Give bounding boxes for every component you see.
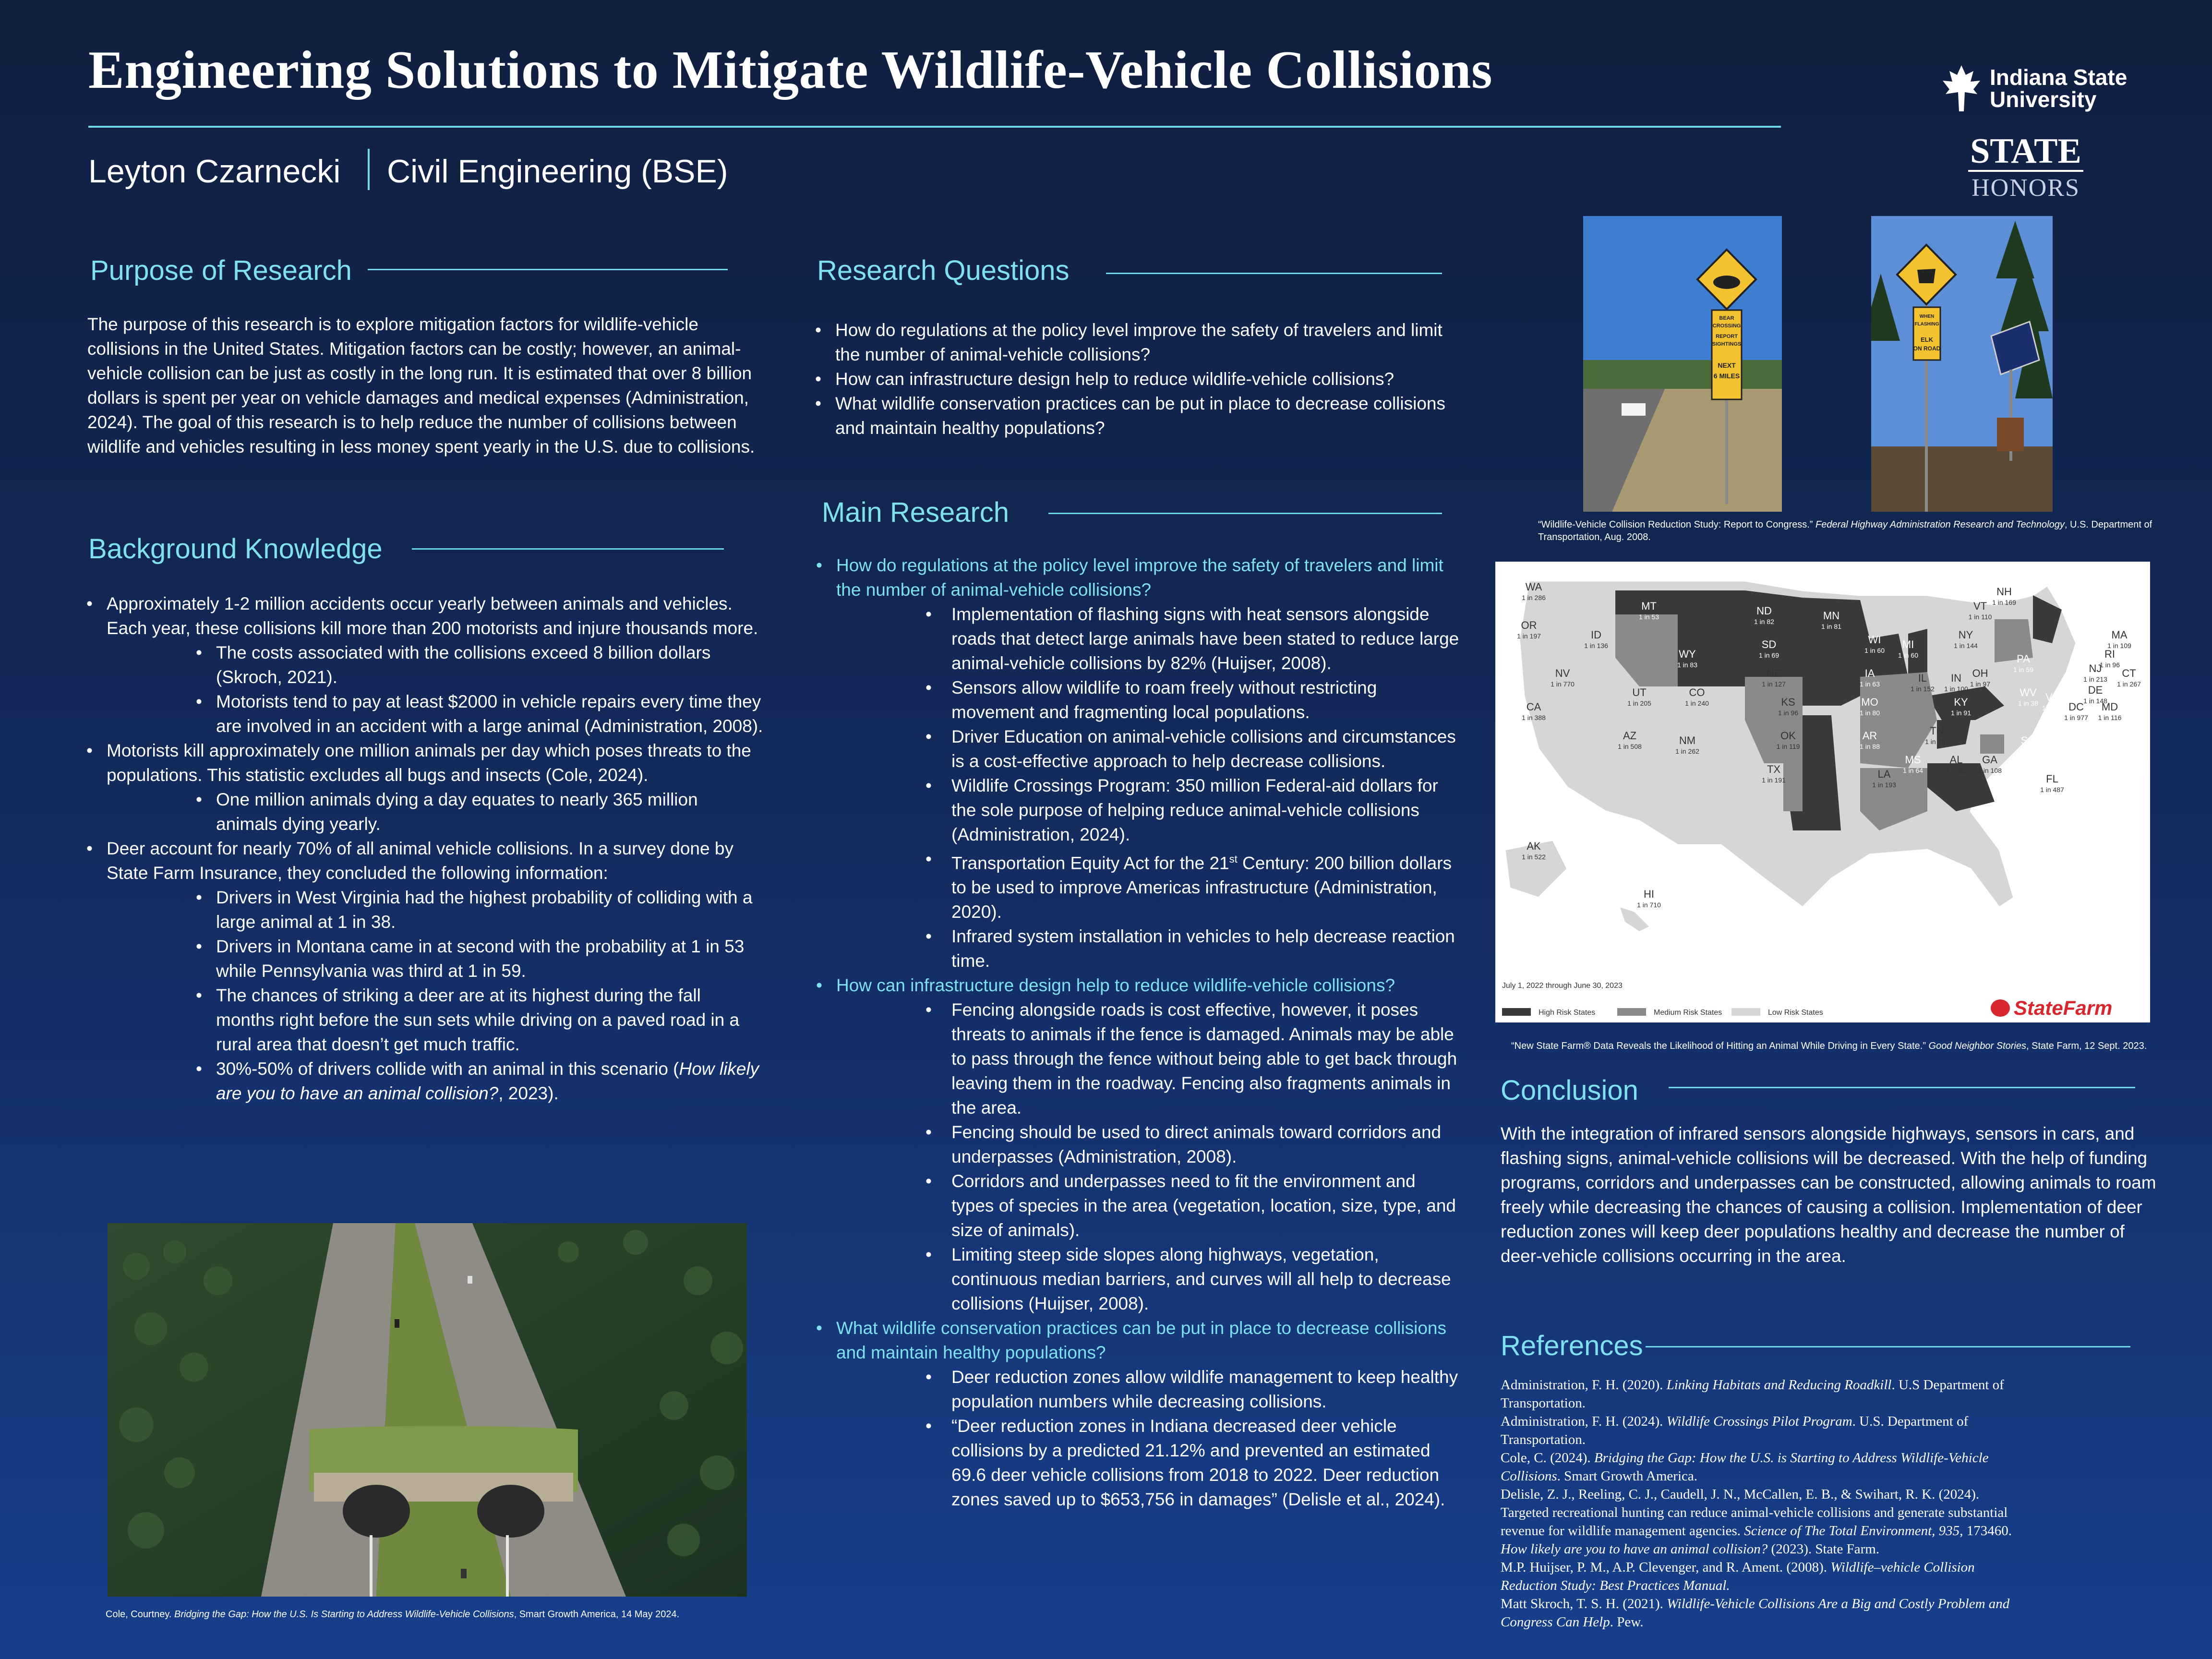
state-abbr-tx: TX <box>1767 763 1781 775</box>
reference-item <box>1501 1540 2029 1558</box>
state-abbr-ny: NY <box>1958 629 1973 641</box>
map-caption-title: Good Neighbor Stories <box>1928 1041 2026 1051</box>
sign1-line: NEXT <box>1718 361 1736 369</box>
background-bullet: • Deer account for nearly 70% of all animal vehicle collisions. In a survey done by State Farm Insurance, they concluded the following information: <box>86 836 763 885</box>
author-name: Leyton Czarnecki <box>88 153 341 190</box>
state-abbr-nh: NH <box>1996 586 2012 598</box>
state-abbr-nv: NV <box>1555 667 1570 679</box>
state-odds-wv: 1 in 38 <box>2018 699 2039 707</box>
main-subbullet: • Deer reduction zones allow wildlife management to keep healthy population numbers while decreasing collisions. <box>816 1365 1459 1414</box>
state-abbr-ia: IA <box>1864 667 1875 679</box>
state-odds-ok: 1 in 119 <box>1776 743 1800 750</box>
background-subbullet <box>86 1057 763 1106</box>
legend-medium: Medium Risk States <box>1654 1009 1722 1017</box>
signs-caption <box>1538 518 2167 543</box>
reference-title: Wildlife Crossings Pilot Program <box>1666 1414 1852 1429</box>
state-abbr-sd: SD <box>1761 638 1777 650</box>
state-abbr-nm: NM <box>1679 734 1696 746</box>
state-odds-ga: 1 in 108 <box>1978 767 2002 774</box>
state-odds-nv: 1 in 770 <box>1551 680 1575 688</box>
state-odds-ky: 1 in 91 <box>1950 709 1972 717</box>
main-subbullet: • Driver Education on animal-vehicle collisions and circumstances is a cost-effective approach to help decrease collisions. <box>816 724 1459 773</box>
honors-logo-line2: HONORS <box>1972 174 2080 202</box>
state-abbr-ms: MS <box>1905 754 1921 766</box>
state-abbr-wa: WA <box>1525 581 1542 593</box>
state-abbr-ak: AK <box>1527 840 1541 852</box>
state-odds-wy: 1 in 83 <box>1677 661 1698 669</box>
conclusion-text: With the integration of infrared sensors alongside highways, sensors in cars, and flashing signs, animal-vehicle collisions will be decreased. With the help of funding programs, corridors and underpasses can be constructed, allowing animals to roam freely while decreasing the chances of causing a collision. Implementation of deer reduction zones will keep deer populations healthy and decrease the number of deer-vehicle collisions occurring in the area. <box>1501 1124 2156 1266</box>
signs-caption-pre: “Wildlife-Vehicle Collision Reduction Study: Report to Congress.” <box>1538 519 1816 530</box>
state-abbr-mo: MO <box>1861 696 1878 708</box>
reference-text: Administration, F. H. (2024). <box>1501 1414 1667 1429</box>
signs-caption-post: , U.S. Department of Transportation, Aug. 2008. <box>1538 519 2152 542</box>
state-abbr-ct: CT <box>2122 667 2136 679</box>
background-subbullet: • The costs associated with the collisions exceed 8 billion dollars (Skroch, 2021). <box>86 640 763 689</box>
legend-swatch-low <box>1731 1008 1760 1016</box>
purpose-heading: Purpose of Research <box>90 255 352 286</box>
background-b3d-post: , 2023). <box>498 1083 559 1103</box>
state-odds-ks: 1 in 96 <box>1778 709 1799 717</box>
state-odds-sc: 1 in 83 <box>2018 747 2039 755</box>
main-subbullet: • Wildlife Crossings Program: 350 million Federal-aid dollars for the sole purpose of helping reduce animal-vehicle collisions (Administration, 2024). <box>816 773 1459 847</box>
state-odds-tn: 1 in 107 <box>1925 738 1949 745</box>
reference-item <box>1501 1558 2029 1595</box>
state-odds-co: 1 in 240 <box>1685 699 1709 707</box>
state-abbr-vt: VT <box>1973 600 1987 612</box>
sign2-line: ON ROAD <box>1913 345 1941 352</box>
state-odds-ut: 1 in 205 <box>1627 699 1651 707</box>
main-subbullet: • Fencing alongside roads is cost effective, however, it poses threats to animals if the fence is damaged. Animals may be able to pass through the fence without being able to get back through leaving them in the roadway. Fencing also fragments animals in the area. <box>816 998 1459 1120</box>
reference-text: Administration, F. H. (2020). <box>1501 1377 1667 1393</box>
isu-logo-line1: Indiana State <box>1990 65 2128 90</box>
main-subbullet: • Corridors and underpasses need to fit the environment and types of species in the area (vegetation, location, size, type, and size of animals). <box>816 1169 1459 1242</box>
main-list <box>816 553 1459 1512</box>
background-rule <box>412 548 724 550</box>
reference-text: . U.S Department of Transportation. <box>1501 1377 2004 1411</box>
state-abbr-nd: ND <box>1756 605 1772 617</box>
reference-title: Wildlife-Vehicle Collisions Are a Big and Costly Problem and Congress Can Help <box>1501 1596 2010 1630</box>
state-odds-pa: 1 in 59 <box>2013 666 2034 673</box>
state-abbr-nj: NJ <box>2089 662 2102 674</box>
title-divider <box>88 126 1781 128</box>
state-odds-oh: 1 in 97 <box>1970 680 1991 688</box>
state-odds-il: 1 in 152 <box>1911 685 1935 693</box>
sign1-line: 6 MILES <box>1713 372 1740 380</box>
reference-text: M.P. Huijser, P. M., A.P. Clevenger, and R. Ament. (2008). <box>1501 1560 1831 1575</box>
state-odds-ct: 1 in 267 <box>2117 680 2141 688</box>
main-heading: Main Research <box>822 497 1010 528</box>
questions-heading: Research Questions <box>817 255 1070 286</box>
us-risk-map-svg <box>1495 562 2150 1022</box>
main-subbullet: • “Deer reduction zones in Indiana decreased deer vehicle collisions by a predicted 21.12% and prevented an estimated 69.6 deer vehicle collisions from 2018 to 2022. Deer reduction zones saved up to $653,756 in damages” (Delisle et al., 2024). <box>816 1414 1459 1512</box>
main-subbullet <box>816 847 1459 924</box>
state-abbr-mn: MN <box>1823 610 1840 622</box>
main-subbullet: • Limiting steep side slopes along highways, vegetation, continuous median barriers, and curves will all help to decrease collisions (Huijser, 2008). <box>816 1242 1459 1316</box>
main-question: • How do regulations at the policy level improve the safety of travelers and limit the number of animal-vehicle collisions? <box>816 553 1459 602</box>
map-caption <box>1511 1040 2154 1052</box>
state-honors-logo <box>1968 133 2083 202</box>
conclusion-heading: Conclusion <box>1501 1075 1638 1106</box>
main-subbullet: • Fencing should be used to direct animals toward corridors and underpasses (Administration, 2008). <box>816 1120 1459 1169</box>
overpass-illustration <box>108 1223 747 1597</box>
state-odds-ri: 1 in 96 <box>2099 661 2120 669</box>
reference-text: . Pew. <box>1610 1614 1644 1630</box>
state-abbr-mi: MI <box>1902 638 1914 650</box>
state-abbr-ma: MA <box>2111 629 2128 641</box>
reference-item <box>1501 1485 2029 1540</box>
state-abbr-or: OR <box>1521 619 1537 631</box>
state-abbr-ky: KY <box>1954 696 1968 708</box>
state-abbr-ks: KS <box>1781 696 1795 708</box>
state-farm-risk-map <box>1495 562 2150 1022</box>
reference-title: Science of The Total Environment, 935 <box>1744 1523 1960 1539</box>
map-caption-post: , State Farm, 12 Sept. 2023. <box>2026 1041 2147 1051</box>
background-b3d-title: How likely are you to have an animal collision? <box>216 1059 759 1103</box>
background-subbullet: • One million animals dying a day equates to nearly 365 million animals dying yearly. <box>86 787 763 836</box>
state-odds-la: 1 in 193 <box>1872 781 1896 789</box>
legend-low: Low Risk States <box>1768 1009 1823 1017</box>
main-q1e-sup: st <box>1229 853 1238 865</box>
isu-logo-line2: University <box>1990 87 2097 112</box>
main-subbullet: • Sensors allow wildlife to roam freely without restricting movement and fragmenting local populations. <box>816 675 1459 724</box>
reference-text: Delisle, Z. J., Reeling, C. J., Caudell, J. N., McCallen, E. B., & Swihart, R. K. (2024). Targeted recreational hunting can reduce animal-vehicle collisions and generate substantial revenue for wildlife management agencies. <box>1501 1487 2008 1539</box>
reference-title: Wildlife–vehicle Collision Reduction Study: Best Practices Manual. <box>1501 1560 1975 1593</box>
state-farm-logo <box>1991 997 2112 1019</box>
state-odds-nd: 1 in 82 <box>1754 618 1775 625</box>
state-abbr-dc: DC <box>2068 701 2084 713</box>
state-odds-ms: 1 in 64 <box>1902 767 1923 774</box>
state-odds-id: 1 in 136 <box>1584 642 1608 649</box>
state-odds-or: 1 in 197 <box>1517 632 1541 640</box>
references-list <box>1501 1376 2029 1631</box>
overpass-caption <box>106 1608 768 1621</box>
state-abbr-ri: RI <box>2104 648 2115 660</box>
reference-item <box>1501 1412 2029 1449</box>
state-odds-va: 1 in 78 <box>2042 704 2063 712</box>
reference-text: Cole, C. (2024). <box>1501 1450 1594 1466</box>
reference-text: Matt Skroch, T. S. H. (2021). <box>1501 1596 1667 1611</box>
state-abbr-wv: WV <box>2020 686 2037 698</box>
state-odds-ny: 1 in 144 <box>1954 642 1978 649</box>
references-rule <box>1646 1346 2130 1347</box>
state-abbr-ut: UT <box>1632 686 1647 698</box>
state-abbr-tn: TN <box>1930 725 1944 737</box>
reference-item <box>1501 1449 2029 1485</box>
reference-title: Linking Habitats and Reducing Roadkill <box>1666 1377 1892 1393</box>
state-odds-ne: 1 in 127 <box>1762 680 1786 688</box>
purpose-rule <box>368 269 728 270</box>
overpass-caption-post: , Smart Growth America, 14 May 2024. <box>514 1609 680 1620</box>
main-question: • What wildlife conservation practices can be put in place to decrease collisions and maintain healthy populations? <box>816 1316 1459 1365</box>
background-subbullet: • Drivers in Montana came in at second with the probability at 1 in 53 while Pennsylvania was third at 1 in 59. <box>86 934 763 983</box>
reference-text: . Smart Growth America. <box>1557 1468 1698 1484</box>
state-odds-ca: 1 in 388 <box>1522 714 1546 721</box>
state-odds-mn: 1 in 81 <box>1821 623 1842 630</box>
state-abbr-in: IN <box>1951 672 1961 684</box>
state-odds-fl: 1 in 487 <box>2040 786 2064 793</box>
state-abbr-md: MD <box>2101 701 2118 713</box>
state-odds-nc: 1 in 87 <box>2037 728 2058 736</box>
background-heading: Background Knowledge <box>88 533 383 565</box>
state-odds-sd: 1 in 69 <box>1758 651 1779 659</box>
state-abbr-az: AZ <box>1623 730 1637 742</box>
questions-list <box>815 318 1454 440</box>
state-odds-me: 1 in 83 <box>2109 618 2130 625</box>
state-abbr-al: AL <box>1949 754 1963 766</box>
state-odds-az: 1 in 508 <box>1618 743 1642 750</box>
isu-logo-text <box>1990 66 2127 110</box>
map-footnote: July 1, 2022 through June 30, 2023 <box>1502 982 1623 990</box>
conclusion-rule <box>1669 1087 2135 1088</box>
bear-sign-illustration <box>1583 216 1782 512</box>
legend-swatch-medium <box>1617 1008 1646 1016</box>
state-abbr-me: ME <box>2111 605 2128 617</box>
background-bullet: • Approximately 1-2 million accidents occur yearly between animals and vehicles. Each year, these collisions kill more than 200 motorists and injure thousands more. <box>86 591 763 640</box>
elk-crossing-sign-photo <box>1871 216 2053 512</box>
state-abbr-mt: MT <box>1641 600 1657 612</box>
state-odds-tx: 1 in 191 <box>1762 776 1786 784</box>
question-item: • How do regulations at the policy level improve the safety of travelers and limit the number of animal-vehicle collisions? <box>815 318 1454 367</box>
main-q1e-post: Century: 200 billion dollars to be used to improve Americas infrastructure (Administration, 2020). <box>951 853 1452 922</box>
poster-title: Engineering Solutions to Mitigate Wildlife-Vehicle Collisions <box>88 40 1493 100</box>
state-odds-ma: 1 in 109 <box>2107 642 2131 649</box>
state-odds-vt: 1 in 110 <box>1968 613 1992 621</box>
state-abbr-hi: HI <box>1644 888 1654 900</box>
wildlife-overpass-photo <box>108 1223 747 1597</box>
sign2-line: ELK <box>1921 336 1933 343</box>
reference-item <box>1501 1595 2029 1631</box>
background-subbullet: • Motorists tend to pay at least $2000 in vehicle repairs every time they are involved in an accident with a large animal (Administration, 2008). <box>86 689 763 738</box>
question-item: • How can infrastructure design help to reduce wildlife-vehicle collisions? <box>815 367 1454 391</box>
isu-logo <box>1942 64 2148 117</box>
sign1-line: REPORT <box>1716 334 1738 339</box>
main-q1e-pre: Transportation Equity Act for the 21 <box>951 853 1229 873</box>
state-odds-mt: 1 in 53 <box>1638 613 1659 621</box>
questions-rule <box>1106 273 1442 274</box>
state-abbr-il: IL <box>1918 672 1927 684</box>
state-abbr-pa: PA <box>2017 653 2030 665</box>
author-divider <box>368 149 370 190</box>
state-abbr-ca: CA <box>1526 701 1541 713</box>
state-odds-mo: 1 in 80 <box>1859 709 1880 717</box>
state-abbr-ne: NE <box>1766 667 1781 679</box>
legend-swatch-high <box>1502 1008 1531 1016</box>
sign2-line: FLASHING <box>1914 322 1939 327</box>
sign1-line: CROSSING <box>1712 323 1741 329</box>
background-subbullet: • Drivers in West Virginia had the highest probability of colliding with a large animal at 1 in 38. <box>86 885 763 934</box>
state-abbr-de: DE <box>2088 684 2103 696</box>
sign1-line: SIGHTINGS <box>1712 341 1742 347</box>
state-abbr-oh: OH <box>1972 667 1988 679</box>
maple-leaf-icon <box>1942 64 1981 112</box>
question-item: • What wildlife conservation practices can be put in place to decrease collisions and maintain healthy populations? <box>815 391 1454 440</box>
sign2-line: WHEN <box>1919 314 1935 319</box>
state-abbr-nc: NC <box>2040 715 2055 727</box>
state-odds-wa: 1 in 286 <box>1522 594 1546 601</box>
purpose-text: The purpose of this research is to explore mitigation factors for wildlife-vehicle collisions in the United States. Mitigation factors can be costly; however, an animal-vehicle collision can be just as costly in the long run. It is estimated that over 8 billion dollars is spent per year on vehicle damages and medical expenses (Administration, 2024). The goal of this research is to help reduce the number of collisions between wildlife and vehicles resulting in less money spent yearly in the U.S. due to collisions. <box>87 314 755 457</box>
state-odds-nj: 1 in 213 <box>2083 675 2107 683</box>
legend-high: High Risk States <box>1539 1009 1596 1017</box>
reference-title: Bridging the Gap: How the U.S. is Starting to Address Wildlife-Vehicle Collisions <box>1501 1450 1989 1484</box>
state-abbr-sc: SC <box>2020 734 2036 746</box>
main-subbullet: • Implementation of flashing signs with heat sensors alongside roads that detect large animals have been stated to reduce large animal-vehicle collisions by 82% (Huijser, 2008). <box>816 602 1459 675</box>
background-list <box>86 591 763 1106</box>
state-farm-wordmark: StateFarm <box>2014 997 2113 1019</box>
state-abbr-wi: WI <box>1868 634 1881 646</box>
honors-logo-line1: STATE <box>1968 133 2083 172</box>
state-odds-wi: 1 in 60 <box>1864 647 1885 654</box>
state-abbr-wy: WY <box>1679 648 1696 660</box>
state-odds-ia: 1 in 63 <box>1859 680 1880 688</box>
state-odds-al: 1 in 93 <box>1946 767 1967 774</box>
sign1-line: BEAR <box>1719 315 1734 321</box>
state-odds-nm: 1 in 262 <box>1675 747 1699 755</box>
reference-text: (2023). State Farm. <box>1767 1541 1880 1557</box>
bear-crossing-sign-photo <box>1583 216 1782 512</box>
map-caption-pre: “New State Farm® Data Reveals the Likelihood of Hitting an Animal While Driving in Every State.” <box>1511 1041 1929 1051</box>
state-abbr-la: LA <box>1877 768 1891 780</box>
background-bullet: • Motorists kill approximately one million animals per day which poses threats to the populations. This statistic excludes all bugs and insects (Cole, 2024). <box>86 738 763 787</box>
state-abbr-ok: OK <box>1780 730 1796 742</box>
state-odds-in: 1 in 100 <box>1944 685 1968 693</box>
state-abbr-co: CO <box>1689 686 1705 698</box>
background-b3d-pre: 30%-50% of drivers collide with an animal in this scenario ( <box>216 1059 679 1079</box>
main-subbullet: • Infrared system installation in vehicles to help decrease reaction time. <box>816 924 1459 973</box>
background-subbullet: • The chances of striking a deer are at its highest during the fall months right before the sun sets while driving on a paved road in a rural area that doesn’t get much traffic. <box>86 983 763 1057</box>
state-odds-nh: 1 in 169 <box>1992 599 2016 606</box>
state-odds-mi: 1 in 60 <box>1898 651 1919 659</box>
reference-item <box>1501 1376 2029 1412</box>
state-abbr-ga: GA <box>1982 754 1997 766</box>
state-abbr-va: VA <box>2045 691 2059 703</box>
reference-text: , 173460. <box>1960 1523 2012 1539</box>
overpass-caption-title: Bridging the Gap: How the U.S. Is Starting to Address Wildlife-Vehicle Collisions <box>174 1609 514 1620</box>
state-abbr-ar: AR <box>1862 730 1877 742</box>
elk-sign-illustration <box>1871 216 2053 512</box>
department: Civil Engineering (BSE) <box>387 153 728 190</box>
state-abbr-id: ID <box>1591 629 1601 641</box>
signs-caption-title: Federal Highway Administration Research and Technology <box>1815 519 2065 530</box>
state-odds-dc: 1 in 977 <box>2064 714 2088 721</box>
main-question: • How can infrastructure design help to reduce wildlife-vehicle collisions? <box>816 973 1459 998</box>
overpass-caption-pre: Cole, Courtney. <box>106 1609 175 1620</box>
reference-text: . U.S. Department of Transportation. <box>1501 1414 1969 1447</box>
state-odds-ak: 1 in 522 <box>1522 853 1546 861</box>
state-abbr-fl: FL <box>2046 773 2058 785</box>
state-odds-ar: 1 in 88 <box>1859 743 1880 750</box>
state-odds-de: 1 in 148 <box>2083 697 2107 705</box>
references-heading: References <box>1501 1330 1643 1361</box>
main-rule <box>1048 513 1442 514</box>
state-odds-hi: 1 in 710 <box>1637 901 1661 909</box>
state-odds-md: 1 in 116 <box>2098 714 2122 721</box>
reference-title: How likely are you to have an animal collision? <box>1501 1541 1768 1557</box>
